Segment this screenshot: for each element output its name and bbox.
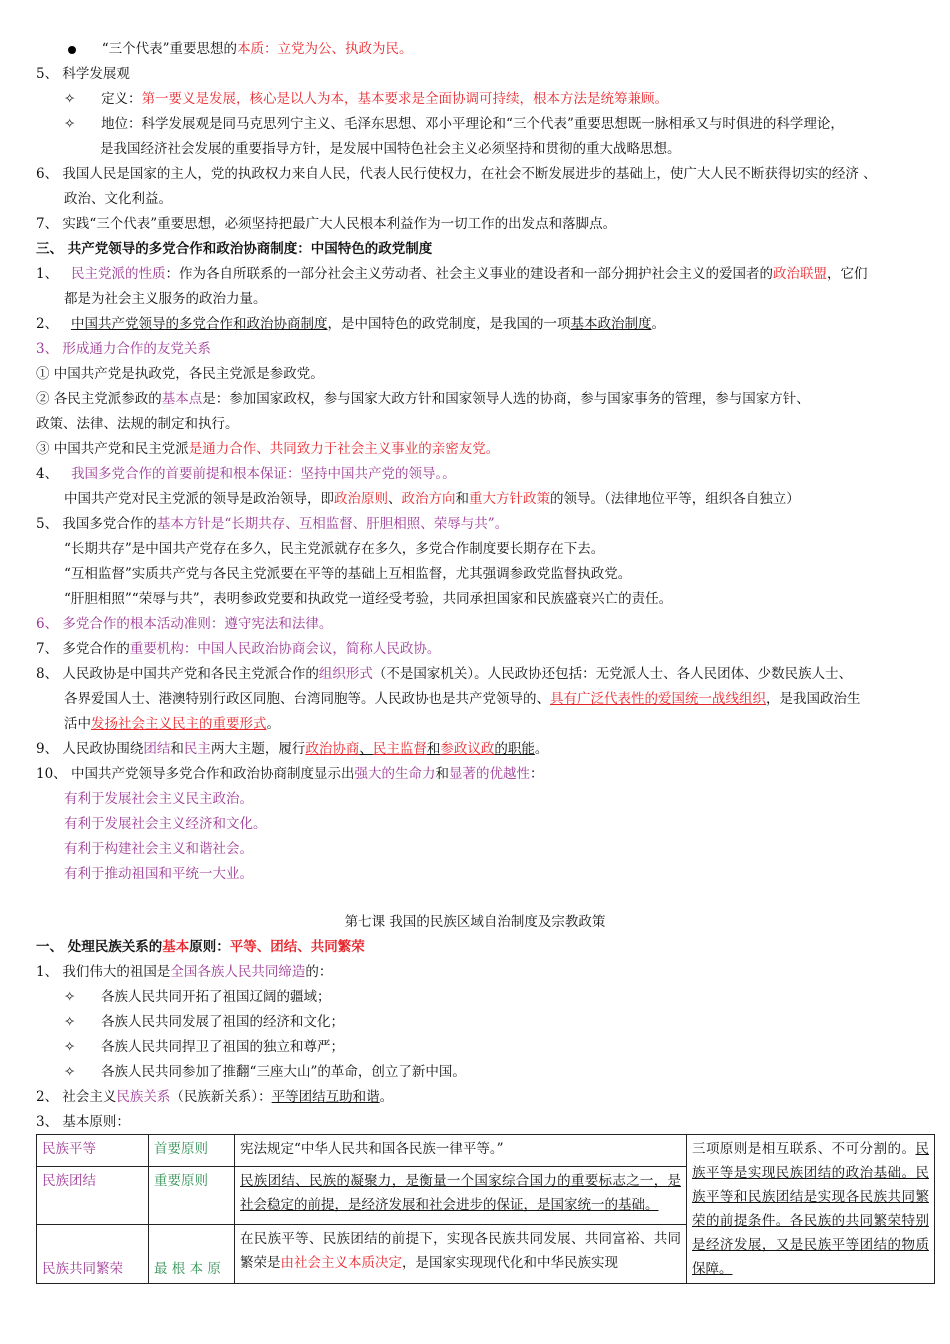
principle-name: 民族团结: [37, 1167, 149, 1225]
party-item-4-cont: 中国共产党对民主党派的领导是政治领导，即政治原则、政治方向和重大方针政策的领导。（法律地位平等，组织各自独立）: [64, 491, 800, 507]
party-item-3-3: ③ 中国共产党和民主党派是通力合作、共同致力于社会主义事业的亲密友党。: [36, 441, 500, 457]
benefit-3: 有利于构建社会主义和谐社会。: [64, 841, 253, 857]
bullet-dot-icon: [68, 46, 76, 54]
item-5-heading: 5、 科学发展观: [36, 66, 130, 82]
benefit-1: 有利于发展社会主义民主政治。: [64, 791, 253, 807]
benefit-2: 有利于发展社会主义经济和文化。: [64, 816, 267, 832]
ethnic-point-1: ✧ 各族人民共同开拓了祖国辽阔的疆域；: [64, 989, 331, 1005]
party-item-1: 1、 民主党派的性质：作为各自所联系的一部分社会主义劳动者、社会主义事业的建设者和一部分拥护社会主义的爱国者的政治联盟，它们: [36, 266, 868, 282]
ethnic-item-2: 2、 社会主义民族关系（民族新关系）：平等团结互助和谐。: [36, 1089, 394, 1105]
definition-line: ✧ 定义：第一要义是发展，核心是以人为本，基本要求是全面协调可持续，根本方法是统筹兼顾。: [64, 91, 669, 107]
party-item-1-cont: 都是为社会主义服务的政治力量。: [64, 291, 267, 307]
diamond-icon: ✧: [64, 1014, 76, 1030]
party-item-3-2: ② 各民主党派参政的基本点是：参加国家政权，参与国家大政方针和国家领导人选的协商，参与国家事务的管理，参与国家方针、: [36, 391, 810, 407]
diamond-icon: ✧: [64, 1064, 76, 1080]
party-item-5-c: “肝胆相照”“荣辱与共”，表明参政党要和执政党一道经受考验，共同承担国家和民族盛衰兴亡的责任。: [64, 591, 673, 607]
section-3-heading: 三、 共产党领导的多党合作和政治协商制度：中国特色的政党制度: [36, 241, 433, 257]
table-row: [37, 1135, 935, 1167]
benefit-4: 有利于推动祖国和平统一大业。: [64, 866, 253, 882]
ethnic-point-2: ✧ 各族人民共同发展了祖国的经济和文化；: [64, 1014, 345, 1030]
party-item-7: 7、 多党合作的重要机构：中国人民政治协商会议，简称人民政协。: [36, 641, 441, 657]
party-item-2: 2、 中国共产党领导的多党合作和政治协商制度，是中国特色的政党制度，是我国的一项基本政治制度。: [36, 316, 665, 332]
ethnic-point-4: ✧ 各族人民共同参加了推翻“三座大山”的革命，创立了新中国。: [64, 1064, 466, 1080]
item-6: 6、 我国人民是国家的主人，党的执政权力来自人民，代表人民行使权力，在社会不断发展进步的基础上，使广大人民不断获得切实的经济 、: [36, 166, 877, 182]
party-item-6: 6、 多党合作的根本活动准则：遵守宪法和法律。: [36, 616, 333, 632]
status-line: ✧ 地位：科学发展观是同马克思列宁主义、毛泽东思想、邓小平理论和“三个代表”重要思想既一脉相承又与时俱进的科学理论，: [64, 116, 844, 132]
party-item-5-a: “长期共存”是中国共产党存在多久，民主党派就存在多久，多党合作制度要长期存在下去。: [64, 541, 605, 557]
principle-name: 民族共同繁荣: [37, 1225, 149, 1284]
bullet-line-essence: “三个代表”重要思想的本质：立党为公、执政为民。: [68, 40, 413, 58]
party-item-3: 3、 形成通力合作的友党关系: [36, 341, 211, 357]
ethnic-point-3: ✧ 各族人民共同捍卫了祖国的独立和尊严；: [64, 1039, 345, 1055]
principle-name: 民族平等: [37, 1135, 149, 1167]
principle-desc: 宪法规定“中华人民共和国各民族一律平等。”: [235, 1135, 687, 1167]
principle-rank: 重要原则: [149, 1167, 235, 1225]
ethnic-item-3: 3、 基本原则：: [36, 1114, 130, 1130]
party-item-10: 10、 中国共产党领导多党合作和政治协商制度显示出强大的生命力和显著的优越性：: [36, 766, 544, 782]
party-item-8-cont: 各界爱国人士、港澳特别行政区同胞、台湾同胞等。人民政协也是共产党领导的、具有广泛代表性的爱国统一战线组织，是我国政治生: [64, 691, 861, 707]
party-item-8-cont2: 活中发扬社会主义民主的重要形式。: [64, 716, 280, 732]
party-item-4: 4、 我国多党合作的首要前提和根本保证：坚持中国共产党的领导。。: [36, 466, 456, 482]
party-item-3-2-cont: 政策、法律、法规的制定和执行。: [36, 416, 239, 432]
principles-note: 三项原则是相互联系、不可分割的。民族平等是实现民族团结的政治基础。民族平等和民族团结是实现各民族共同繁荣的前提条件。各民族的共同繁荣特别是经济发展，又是民族平等团结的物质保障。: [687, 1135, 935, 1284]
principle-desc: 民族团结、民族的凝聚力，是衡量一个国家综合国力的重要标志之一，是社会稳定的前提，是经济发展和社会进步的保证，是国家统一的基础。: [235, 1167, 687, 1225]
party-item-3-1: ① 中国共产党是执政党，各民主党派是参政党。: [36, 366, 324, 382]
party-item-9: 9、 人民政协围绕团结和民主两大主题，履行政治协商、民主监督和参政议政的职能。: [36, 741, 549, 757]
principle-desc: 在民族平等、民族团结的前提下，实现各民族共同发展、共同富裕、共同繁荣是由社会主义本质决定，是国家实现现代化和中华民族实现: [235, 1225, 687, 1284]
party-item-5: 5、 我国多党合作的基本方针是“长期共存、互相监督、肝胆相照、荣辱与共”。: [36, 516, 509, 532]
principle-rank: 最 根 本 原: [149, 1225, 235, 1284]
diamond-icon: ✧: [64, 989, 76, 1005]
principles-table: [36, 1134, 935, 1284]
party-item-5-b: “互相监督”实质共产党与各民主党派要在平等的基础上互相监督，尤其强调参政党监督执政党。: [64, 566, 632, 582]
diamond-icon: ✧: [64, 116, 76, 132]
principle-rank: 首要原则: [149, 1135, 235, 1167]
ethnic-section-heading: 一、 处理民族关系的基本原则：平等、团结、共同繁荣: [36, 939, 365, 955]
item-7: 7、 实践“三个代表”重要思想，必须坚持把最广大人民根本利益作为一切工作的出发点和落脚点。: [36, 216, 617, 232]
diamond-icon: ✧: [64, 91, 76, 107]
status-line-cont: 是我国经济社会发展的重要指导方针，是发展中国特色社会主义必须坚持和贯彻的重大战略思想。: [100, 141, 681, 157]
lesson-title: 第七课 我国的民族区域自治制度及宗教政策: [344, 914, 606, 930]
party-item-8: 8、 人民政协是中国共产党和各民主党派合作的组织形式（不是国家机关）。人民政协还包括：无党派人士、各人民团体、少数民族人士、: [36, 666, 853, 682]
diamond-icon: ✧: [64, 1039, 76, 1055]
ethnic-item-1: 1、 我们伟大的祖国是全国各族人民共同缔造的：: [36, 964, 333, 980]
item-6-cont: 政治、文化利益。: [64, 191, 172, 207]
